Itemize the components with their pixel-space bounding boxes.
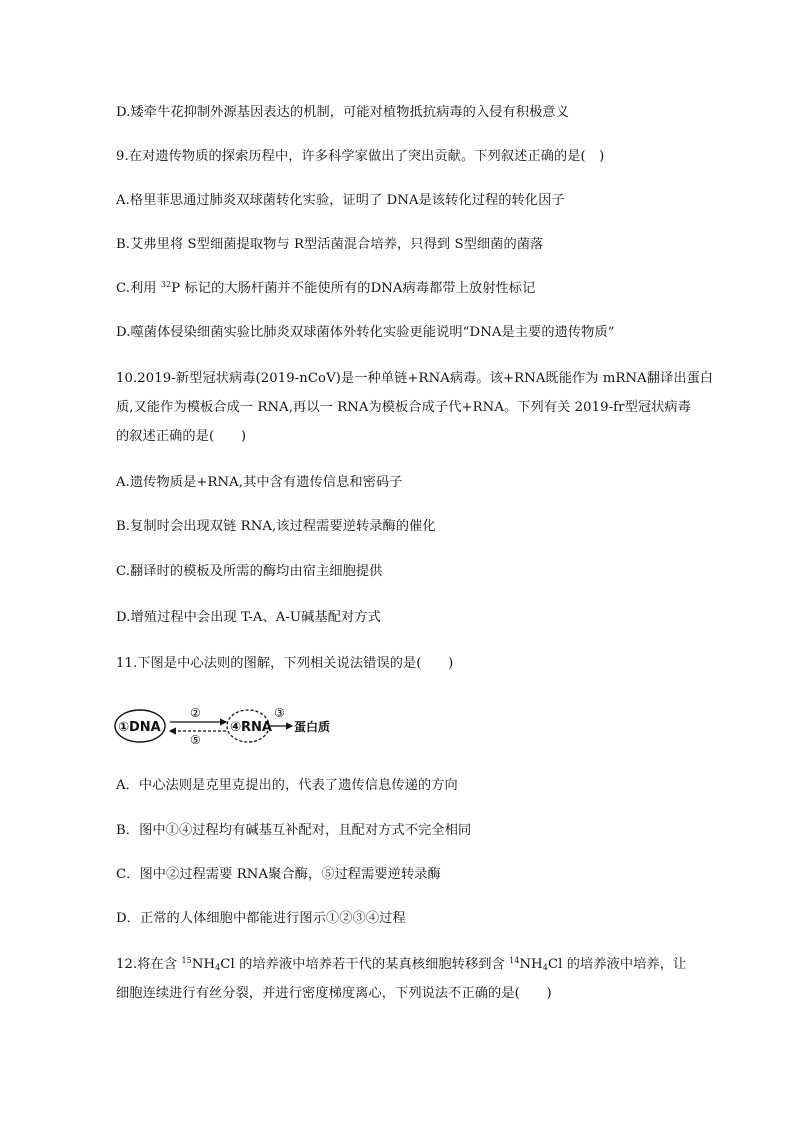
question-10-line3: 的叙述正确的是( ) <box>116 429 247 444</box>
arrow-2-label: ② <box>190 706 201 720</box>
question-11: 11.下图是中心法则的图解，下列相关说法错误的是( ) <box>116 656 454 671</box>
question-8d: D.矮牵牛花抑制外源基因表达的机制，可能对植物抵抗病毒的入侵有积极意义 <box>116 105 569 120</box>
protein-label: 蛋白质 <box>294 720 331 734</box>
rna-label: ④RNA <box>230 720 272 735</box>
q12-sub-4-b: 4 <box>542 963 548 972</box>
question-11-option-a: A．中心法则是克里克提出的，代表了遗传信息传递的方向 <box>116 778 458 793</box>
q9c-pre: C.利用 <box>116 281 161 296</box>
q12-pre: 12.将在含 <box>116 957 182 972</box>
question-12-line2: 细胞连续进行有丝分裂，并进行密度梯度离心，下列说法不正确的是( ) <box>116 986 552 1001</box>
question-10-option-a: A.遗传物质是+RNA,其中含有遗传信息和密码子 <box>116 475 403 490</box>
central-dogma-diagram <box>112 702 342 750</box>
q12-mid: Cl 的培养液中培养若干代的某真核细胞转移到含 <box>220 957 510 972</box>
question-10-option-b: B.复制时会出现双链 RNA,该过程需要逆转录酶的催化 <box>116 519 436 534</box>
q12-isotope-14: 14 <box>509 956 520 965</box>
question-9-option-d: D.噬菌体侵染细菌实验比肺炎双球菌体外转化实验更能说明“DNA是主要的遗传物质” <box>116 325 615 340</box>
question-9-option-a: A.格里菲思通过肺炎双球菌转化实验，证明了 DNA是该转化过程的转化因子 <box>116 193 565 208</box>
q9c-post: P 标记的大肠杆菌并不能使所有的DNA病毒都带上放射性标记 <box>171 281 536 296</box>
dna-label: ①DNA <box>118 720 161 735</box>
q12-nh-1: NH <box>191 957 216 972</box>
arrow-5-label: ⑤ <box>190 733 201 747</box>
q12-post: Cl 的培养液中培养，让 <box>547 957 687 972</box>
question-10-option-c: C.翻译时的模板及所需的酶均由宿主细胞提供 <box>116 564 383 579</box>
question-11-option-c: C．图中②过程需要 RNA聚合酶，⑤过程需要逆转录酶 <box>116 867 441 882</box>
question-10-option-d: D.增殖过程中会出现 T-A、A-U碱基配对方式 <box>116 610 381 625</box>
question-10-line2: 质,又能作为模板合成一 RNA,再以一 RNA为模板合成子代+RNA。下列有关 2019-fr型冠状病毒 <box>116 400 692 415</box>
q12-sub-4-a: 4 <box>215 963 221 972</box>
question-12-line1 <box>116 956 686 974</box>
question-11-option-d: D．正常的人体细胞中都能进行图示①②③④过程 <box>116 911 406 926</box>
question-10-line1: 10.2019-新型冠状病毒(2019-nCoV)是一种单链+RNA病毒。该+RNA既能作为 mRNA翻译出蛋白 <box>116 371 714 386</box>
q12-isotope-15: 15 <box>181 956 192 965</box>
arrow-3-label: ③ <box>274 706 285 720</box>
q9c-isotope: 32 <box>160 280 172 289</box>
question-9-option-b: B.艾弗里将 S型细菌提取物与 R型活菌混合培养，只得到 S型细菌的菌落 <box>116 237 544 252</box>
question-11-option-b: B．图中①④过程均有碱基互补配对，且配对方式不完全相同 <box>116 823 472 838</box>
question-9: 9.在对遗传物质的探索历程中，许多科学家做出了突出贡献。下列叙述正确的是( ) <box>116 149 605 164</box>
q12-nh-2: NH <box>519 957 543 972</box>
question-9-option-c <box>116 280 535 298</box>
